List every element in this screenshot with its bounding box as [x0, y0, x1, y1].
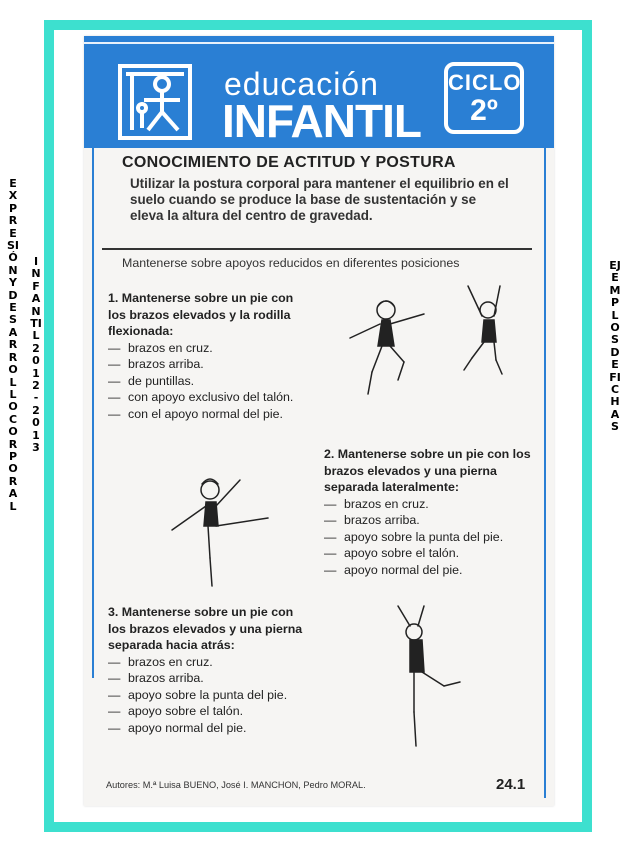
exercise-heading-text: Mantenerse sobre un pie con los brazos elevados y una pierna separada lateralmente:	[324, 447, 531, 494]
exercise-item-3	[108, 604, 314, 736]
exercise-heading-text: Mantenerse sobre un pie con los brazos elevados y una pierna separada hacia atrás:	[108, 605, 303, 652]
card-border-right	[544, 148, 546, 798]
figures-logo-icon	[118, 64, 192, 140]
side-label-left: EXPRESIÓN Y DESARROLLO CORPORAL	[7, 177, 20, 513]
ciclo-number: 2º	[470, 94, 498, 127]
exercise-heading	[108, 290, 314, 340]
bullet-item: — brazos en cruz.	[108, 340, 314, 357]
bullet-item: — brazos arriba.	[108, 356, 314, 373]
bullet-item: — brazos en cruz.	[324, 496, 534, 513]
page-number: 24.1	[496, 776, 526, 793]
side-label-left-inner: INFANTIL 2012-2013	[30, 255, 42, 455]
bullet-item: — apoyo sobre el talón.	[324, 545, 534, 562]
card-border-left	[92, 148, 94, 678]
exercise-card	[84, 36, 554, 806]
sheet-title: CONOCIMIENTO DE ACTITUD Y POSTURA	[122, 154, 456, 171]
brand-line2: INFANTIL	[222, 95, 421, 147]
bullet-item: — apoyo sobre la punta del pie.	[108, 687, 314, 704]
exercise-bullets	[108, 654, 314, 737]
exercise-number: 2.	[324, 447, 335, 461]
divider	[102, 248, 532, 250]
exercise-number: 3.	[108, 605, 119, 619]
child-figure-arms-cross-icon	[342, 292, 432, 404]
authors-footer: Autores: M.ª Luisa BUENO, José I. MANCHON, Pedro MORAL.	[106, 780, 366, 790]
exercise-heading-text: Mantenerse sobre un pie con los brazos elevados y la rodilla flexionada:	[108, 291, 294, 338]
exercise-bullets	[108, 340, 314, 423]
child-figure-arms-up-icon	[450, 280, 530, 380]
child-figure-leg-side-icon	[164, 474, 274, 590]
section-title: Mantenerse sobre apoyos reducidos en diferentes posiciones	[122, 256, 460, 270]
bullet-item: — apoyo sobre la punta del pie.	[324, 529, 534, 546]
bullet-item: — con apoyo exclusivo del talón.	[108, 389, 314, 406]
exercise-number: 1.	[108, 291, 119, 305]
exercise-heading	[108, 604, 314, 654]
child-figure-leg-back-icon	[384, 602, 494, 752]
exercise-item-1	[108, 290, 314, 422]
card-header	[84, 36, 554, 148]
bullet-item: — apoyo normal del pie.	[108, 720, 314, 737]
bullet-item: — brazos arriba.	[324, 512, 534, 529]
bullet-item: — apoyo normal del pie.	[324, 562, 534, 579]
sheet-subtitle: Utilizar la postura corporal para mantener el equilibrio en el suelo cuando se produce la base de sustentación y se eleva la altura del centro de gravedad.	[130, 176, 509, 223]
bullet-item: — de puntillas.	[108, 373, 314, 390]
header-stripe	[84, 42, 554, 44]
exercise-item-2	[324, 446, 534, 578]
ciclo-badge	[444, 62, 524, 134]
exercise-bullets	[324, 496, 534, 579]
bullet-item: — con el apoyo normal del pie.	[108, 406, 314, 423]
ciclo-label: CICLO	[448, 70, 522, 95]
exercise-heading	[324, 446, 534, 496]
brand-line1: educación	[224, 66, 379, 102]
bullet-item: — apoyo sobre el talón.	[108, 703, 314, 720]
bullet-item: — brazos arriba.	[108, 670, 314, 687]
bullet-item: — brazos en cruz.	[108, 654, 314, 671]
side-label-right: EJEMPLOS DE FICHAS	[609, 259, 621, 434]
